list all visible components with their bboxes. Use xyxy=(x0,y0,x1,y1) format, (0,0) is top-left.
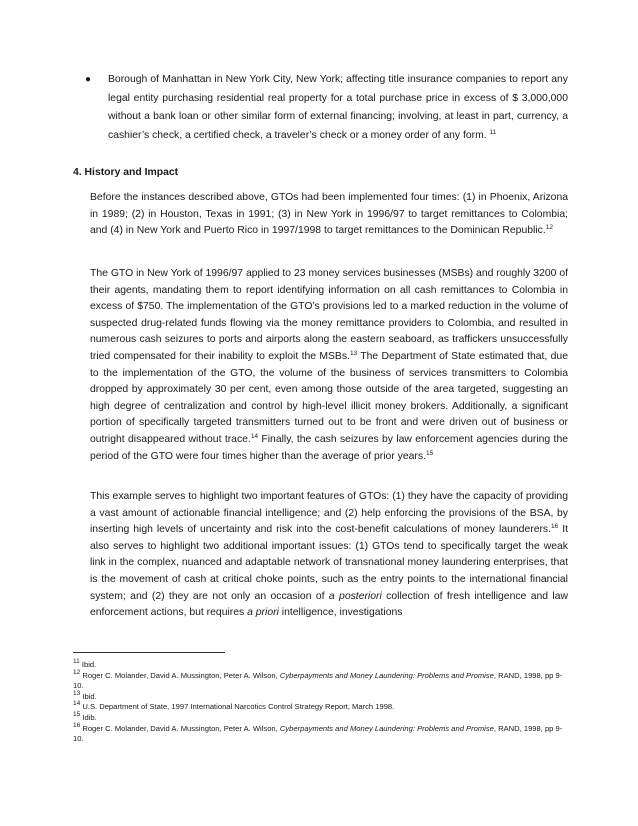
footnotes xyxy=(73,660,568,745)
italic-term: a posteriori xyxy=(328,590,382,602)
paragraph-1: Before the instances described above, GTOs had been implemented four times: (1) in Phoenix, Arizona in 1989; (2) in Houston, Texas in 1991; (3) in New York in 1996/97 to target remittances to Colombia; and (4) in New York and Puerto Rico in 1997/1998 to target remittances to the Dominican Republic.$^{12}$ xyxy=(90,192,568,237)
footnote-ref: 11 xyxy=(489,128,497,136)
italic-term: a priori xyxy=(247,607,279,619)
bullet-point-icon: ● xyxy=(85,74,92,85)
footnote-11: $^{11}$ Ibid. xyxy=(73,658,97,669)
footnote-14: $^{14}$ U.S. Department of State, 1997 International Narcotics Control Strategy Report, March 1998. xyxy=(73,700,395,712)
paragraph-3: This example serves to highlight two important features of GTOs: (1) they have the capacity of providing a vast amount of actionable financial intelligence; and (2) help enforcing the provisions of the BSA, by inserting high levels of uncertainty and risk into the cost-benefit calculations of money launderers.$^{16}$ It also serves to highlight two additional important issues: (1) GTOs tend to specifically target the weak link in the complex, nuanced and adaptable network of transnational money laundering enterprises, that is the movement of cash at critical choke points, such as the entry points to the international financial system; and (2) they are not only an occasion of a posteriori collection of fresh intelligence and law enforcement actions, but requires a priori intelligence, investigations xyxy=(90,491,568,619)
bullet-text: Borough of Manhattan in New York City, New York; affecting title insurance companies to report any legal entity purchasing residential real property for a total purchase price in excess of $ 3,000,000 without a bank loan or other similar form of external financing; involving, at least in part, currency, a cashier’s check, a certified check, a traveler’s check or a money order of any form. $^{11}$ xyxy=(108,74,568,141)
footnote-16: $^{16}$ Roger C. Molander, David A. Mussington, Peter A. Wilson, Cyberpayments and Money Laundering: Problems and Promise, RAND, 1998, pp 9-10. xyxy=(73,721,563,744)
footnote-13: $^{13}$ Ibid. xyxy=(73,689,97,701)
footnote-ref: 15 xyxy=(425,449,434,457)
footnote-ref: 14 xyxy=(250,432,259,440)
footnote-ref: 16 xyxy=(551,523,559,531)
footnote-ref: 12 xyxy=(545,224,553,232)
footnote-separator xyxy=(73,652,225,653)
section-heading: 4. History and Impact xyxy=(73,167,179,178)
footnote-15: $^{15}$ Idib. xyxy=(73,710,97,722)
bullet-item xyxy=(85,71,568,145)
footnote-12: $^{12}$ Roger C. Molander, David A. Mussington, Peter A. Wilson, Cyberpayments and Money Laundering: Problems and Promise, RAND, 1998, pp 9-10. xyxy=(73,668,563,691)
footnote-ref: 13 xyxy=(349,349,358,357)
paragraph-2: The GTO in New York of 1996/97 applied to 23 money services businesses (MSBs) and roughly 3200 of their agents, mandating them to report identifying information on all cash remittances to Colombia in excess of $750. The implementation of the GTO’s provisions led to a marked reduction in the volume of suspected drug-related funds flowing via the money remittance providers to Colombia, and resulted in numerous cash seizures to ports and airports along the eastern seaboard, as traffickers unsuccessfully tried compensated for their inability to exploit the MSBs.$^{13}$ The Department of State estimated that, due to the implementation of the GTO, the volume of the business of services transmitters to Colombia dropped by approximately 30 per cent, even among those outside of the area targeted, suggesting an high degree of centralization and control by high-level illicit money brokers. Additionally, a significant portion of specifically targeted transmitters turned out to be front and were driven out of business or outright disappeared without trace.$^{14}$ Finally, the cash seizures by law enforcement agencies during the period of the GTO were four times higher than the average of prior years.$^{15}$ xyxy=(90,268,568,462)
